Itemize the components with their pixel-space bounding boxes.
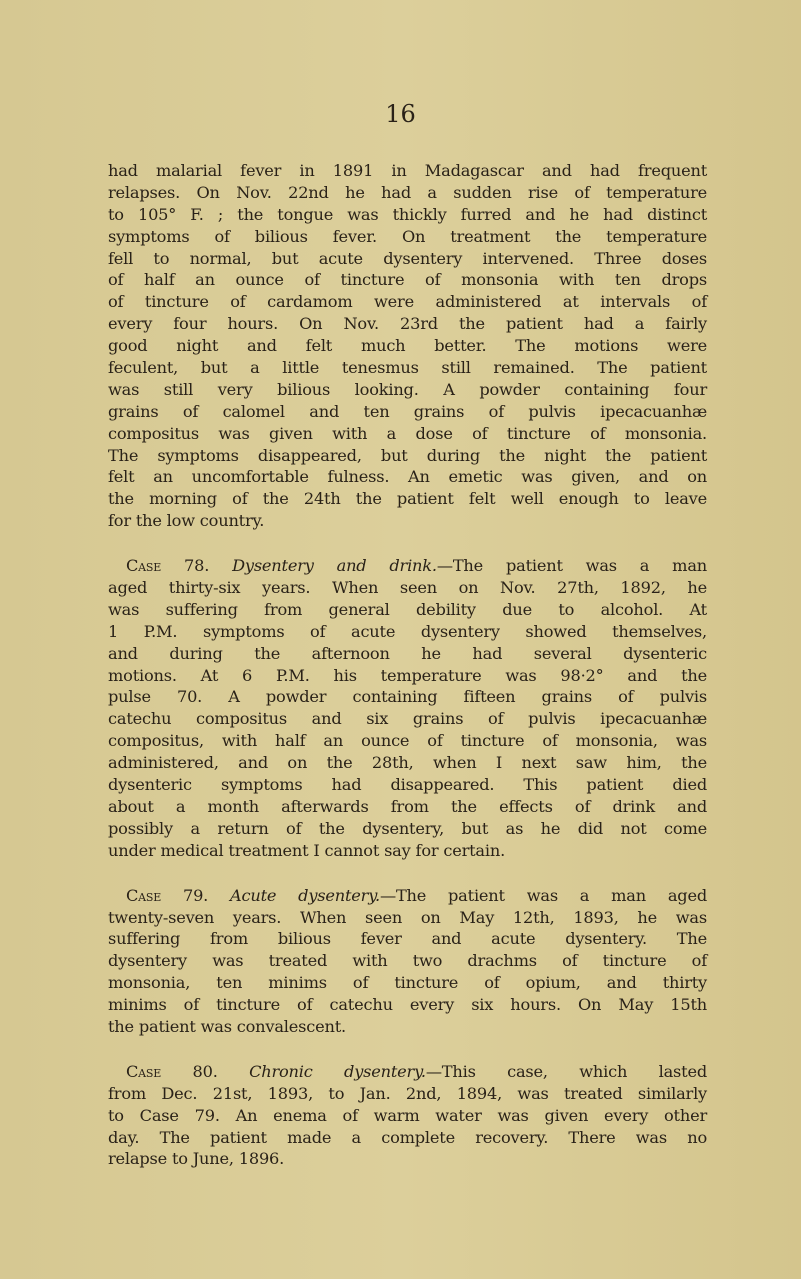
case-paragraph	[108, 1061, 707, 1170]
case-paragraph	[108, 555, 707, 861]
case-label: Case 80.	[126, 1061, 218, 1081]
text-line: suffering from bilious fever and acute dysentery. The	[108, 929, 707, 949]
text-line: compositus was given with a dose of tincture of monsonia.	[108, 423, 707, 443]
text-line: grains of calomel and ten grains of pulvis ipecacuanhæ	[108, 401, 707, 421]
text-line: the morning of the 24th the patient felt well enough to leave	[108, 489, 707, 509]
text-line: motions. At 6 P.M. his temperature was 98·2° and the	[108, 665, 707, 685]
text-line: every four hours. On Nov. 23rd the patient had a fairly	[108, 314, 707, 334]
text-line: about a month afterwards from the effects of drink and	[108, 796, 707, 816]
page-number: 16	[385, 100, 416, 128]
text-line: pulse 70. A powder containing fifteen grains of pulvis	[108, 687, 707, 707]
case-heading-line	[108, 885, 707, 907]
text-line: possibly a return of the dysentery, but as he did not come	[108, 818, 707, 838]
case-title: Chronic dysentery.	[249, 1061, 426, 1081]
text-line: to Case 79. An enema of warm water was given every other	[108, 1105, 707, 1125]
line-text: —The patient was a man aged	[379, 885, 707, 905]
text-line: of half an ounce of tincture of monsonia with ten drops	[108, 270, 707, 290]
text-line: of tincture of cardamom were administered at intervals of	[108, 292, 707, 312]
text-line: fell to normal, but acute dysentery intervened. Three doses	[108, 248, 707, 268]
body-text	[108, 160, 707, 1193]
text-line: was still very bilious looking. A powder containing four	[108, 379, 707, 399]
text-line: dysenteric symptoms had disappeared. This patient died	[108, 775, 707, 795]
line-text: —This case, which lasted	[425, 1061, 707, 1081]
text-line: twenty-seven years. When seen on May 12th, 1893, he was	[108, 907, 707, 927]
case-heading-line	[108, 1061, 707, 1083]
paragraph-continued	[108, 160, 707, 532]
case-label: Case 78.	[126, 556, 210, 576]
text-line: aged thirty-six years. When seen on Nov. 27th, 1892, he	[108, 578, 707, 598]
text-line: catechu compositus and six grains of pulvis ipecacuanhæ	[108, 709, 707, 729]
text-line: feculent, but a little tenesmus still remained. The patient	[108, 358, 707, 378]
text-line: relapses. On Nov. 22nd he had a sudden rise of temperature	[108, 182, 707, 202]
text-line: 1 P.M. symptoms of acute dysentery showed themselves,	[108, 621, 707, 641]
text-line: administered, and on the 28th, when I next saw him, the	[108, 753, 707, 773]
text-line: relapse to June, 1896.	[108, 1149, 285, 1169]
text-line: good night and felt much better. The motions were	[108, 336, 707, 356]
case-label: Case 79.	[126, 885, 209, 905]
text-line: felt an uncomfortable fulness. An emetic was given, and on	[108, 467, 707, 487]
case-title: Acute dysentery.	[230, 885, 380, 905]
text-line: day. The patient made a complete recovery. There was no	[108, 1127, 707, 1147]
text-line: was suffering from general debility due to alcohol. At	[108, 599, 707, 619]
text-line: to 105° F. ; the tongue was thickly furred and he had distinct	[108, 204, 707, 224]
case-title: Dysentery and drink.	[232, 556, 437, 576]
text-line: monsonia, ten minims of tincture of opium, and thirty	[108, 973, 707, 993]
text-line: had malarial fever in 1891 in Madagascar and had frequent	[108, 161, 707, 180]
text-line: dysentery was treated with two drachms of tincture of	[108, 951, 707, 971]
text-line: and during the afternoon he had several dysenteric	[108, 643, 707, 663]
case-heading-line	[108, 555, 707, 577]
text-line: from Dec. 21st, 1893, to Jan. 2nd, 1894, was treated similarly	[108, 1083, 707, 1103]
text-line: The symptoms disappeared, but during the night the patient	[108, 445, 707, 465]
case-paragraph	[108, 885, 707, 1038]
text-line: the patient was convalescent.	[108, 1016, 346, 1036]
line-text: —The patient was a man	[436, 556, 708, 576]
text-line: minims of tincture of catechu every six hours. On May 15th	[108, 995, 707, 1015]
text-line: symptoms of bilious fever. On treatment the temperature	[108, 226, 707, 246]
text-line: under medical treatment I cannot say for certain.	[108, 840, 506, 860]
text-line: compositus, with half an ounce of tincture of monsonia, was	[108, 731, 707, 751]
text-line: for the low country.	[108, 511, 265, 531]
